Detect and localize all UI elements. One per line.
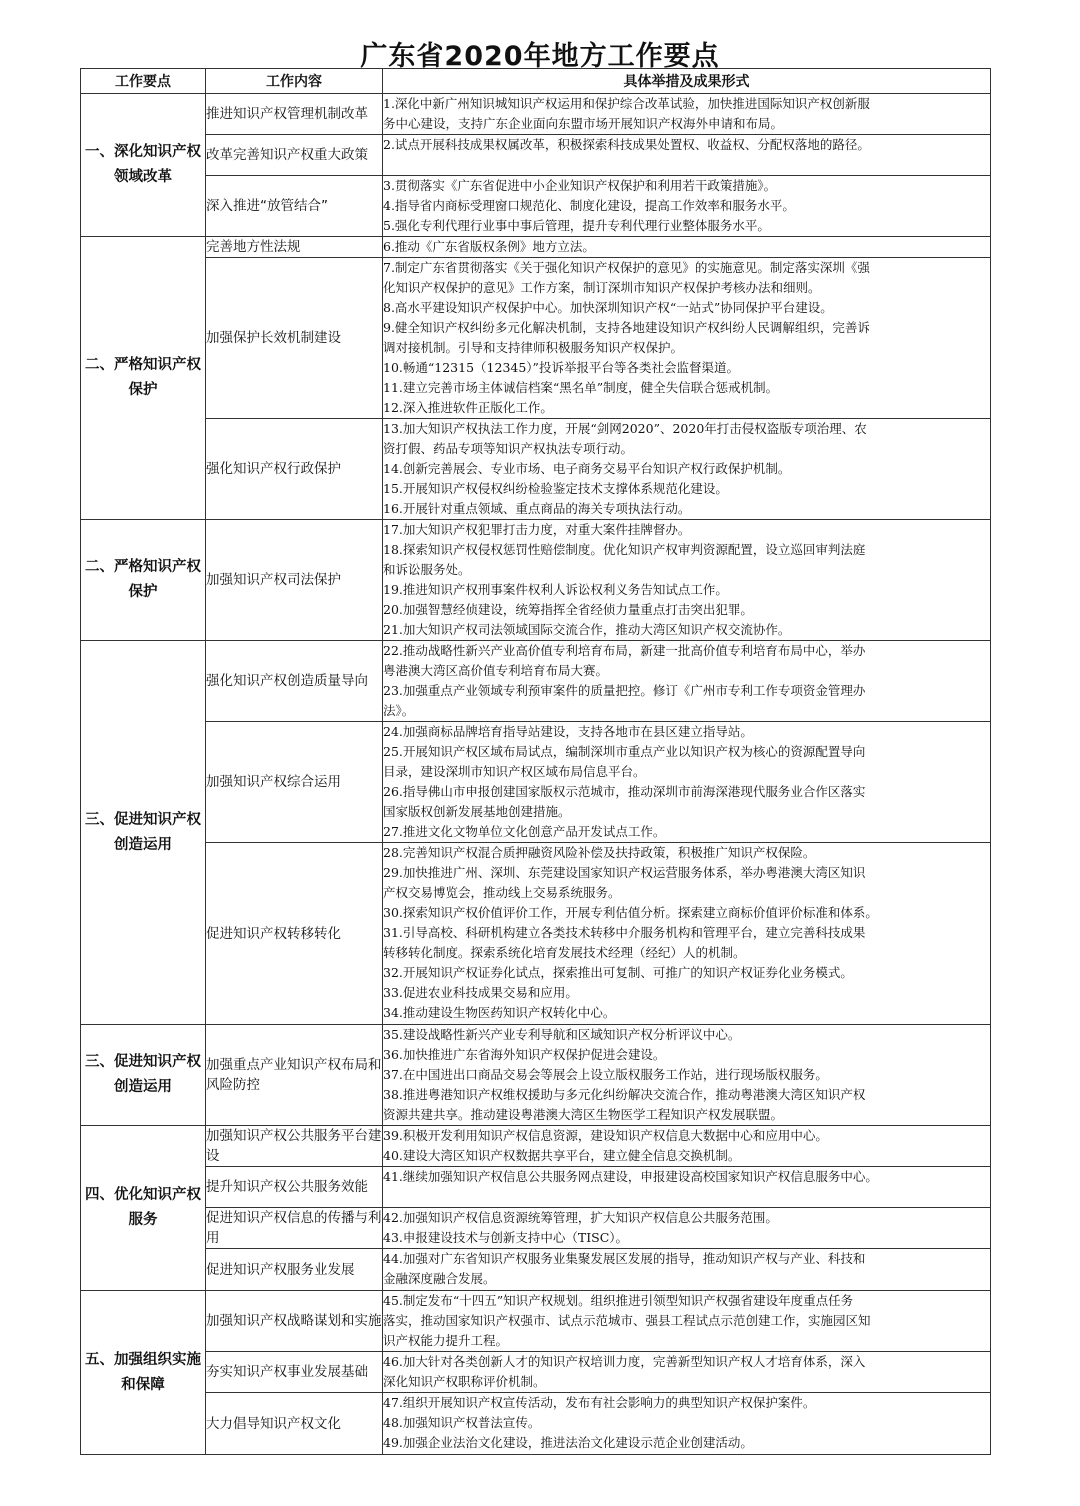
measures-cell <box>383 641 991 722</box>
measure-line: 49.加强企业法治文化建设，推进法治文化建设示范企业创建活动。 <box>383 1435 753 1450</box>
work-content-cell: 提升知识产权公共服务效能 <box>206 1167 383 1208</box>
measure-line: 化知识产权保护的意见》工作方案，制订深圳市知识产权保护考核办法和细则。 <box>383 280 821 295</box>
measure-line: 深化知识产权职称评价机制。 <box>383 1374 546 1389</box>
measure-line: 30.探索知识产权价值评价工作，开展专利估值分析。探索建立商标价值评价标准和体系。 <box>383 905 878 920</box>
work-content-cell: 推进知识产权管理机制改革 <box>206 94 383 135</box>
table-row <box>81 135 991 176</box>
measure-line: 41.继续加强知识产权信息公共服务网点建设，申报建设高校国家知识产权信息服务中心。 <box>383 1169 878 1184</box>
table-row <box>81 1126 991 1167</box>
measures-cell <box>383 237 991 258</box>
measure-line: 目录，建设深圳市知识产权区域布局信息平台。 <box>383 764 646 779</box>
key-point-cell: 二、严格知识产权保护 <box>81 520 206 641</box>
measure-line: 7.制定广东省贯彻落实《关于强化知识产权保护的意见》的实施意见。制定落实深圳《强 <box>383 260 870 275</box>
table-row <box>81 1352 991 1393</box>
measure-line: 48.加强知识产权普法宣传。 <box>383 1415 541 1430</box>
table-row <box>81 258 991 419</box>
measure-line: 42.加强知识产权信息资源统筹管理，扩大知识产权信息公共服务范围。 <box>383 1210 778 1225</box>
measure-line: 2.试点开展科技成果权属改革，积极探索科技成果处置权、收益权、分配权落地的路径。 <box>383 137 870 152</box>
measure-line: 20.加强智慧经侦建设，统筹指挥全省经侦力量重点打击突出犯罪。 <box>383 602 753 617</box>
work-content-cell: 促进知识产权转移转化 <box>206 843 383 1025</box>
measure-line: 34.推动建设生物医药知识产权转化中心。 <box>383 1005 616 1020</box>
work-content-cell: 大力倡导知识产权文化 <box>206 1393 383 1455</box>
measures-cell <box>383 419 991 520</box>
measures-cell <box>383 94 991 135</box>
measure-line: 4.指导省内商标受理窗口规范化、制度化建设，提高工作效率和服务水平。 <box>383 198 795 213</box>
measures-cell <box>383 843 991 1025</box>
measure-line: 45.制定发布“十四五”知识产权规划。组织推进引领型知识产权强省建设年度重点任务 <box>383 1293 854 1308</box>
measures-cell <box>383 1352 991 1393</box>
measure-line: 39.积极开发利用知识产权信息资源，建设知识产权信息大数据中心和应用中心。 <box>383 1128 828 1143</box>
table-row <box>81 1025 991 1126</box>
measure-line: 36.加快推进广东省海外知识产权保护促进会建设。 <box>383 1047 666 1062</box>
measures-cell <box>383 258 991 419</box>
measure-line: 3.贯彻落实《广东省促进中小企业知识产权保护和利用若干政策措施》。 <box>383 178 777 193</box>
measure-line: 8.高水平建设知识产权保护中心。加快深圳知识产权“一站式”协同保护平台建设。 <box>383 300 833 315</box>
measure-line: 资源共建共享。推动建设粤港澳大湾区生物医学工程知识产权发展联盟。 <box>383 1107 784 1122</box>
measures-cell <box>383 1208 991 1249</box>
work-content-cell: 完善地方性法规 <box>206 237 383 258</box>
table-body <box>81 94 991 1455</box>
table-row <box>81 1167 991 1208</box>
table-row <box>81 419 991 520</box>
measure-line: 9.健全知识产权纠纷多元化解决机制，支持各地建设知识产权纠纷人民调解组织，完善诉 <box>383 320 870 335</box>
work-content-cell: 夯实知识产权事业发展基础 <box>206 1352 383 1393</box>
measure-line: 22.推动战略性新兴产业高价值专利培育布局，新建一批高价值专利培育布局中心，举办 <box>383 643 866 658</box>
table-header-row <box>81 69 991 94</box>
measure-line: 28.完善知识产权混合质押融资风险补偿及扶持政策，积极推广知识产权保险。 <box>383 845 816 860</box>
measure-line: 23.加强重点产业领域专利预审案件的质量把控。修订《广州市专利工作专项资金管理办 <box>383 683 866 698</box>
work-content-cell: 改革完善知识产权重大政策 <box>206 135 383 176</box>
measure-line: 国家版权创新发展基地创建措施。 <box>383 804 571 819</box>
measure-line: 17.加大知识产权犯罪打击力度，对重大案件挂牌督办。 <box>383 522 691 537</box>
measures-cell <box>383 1291 991 1352</box>
measure-line: 识产权能力提升工程。 <box>383 1333 509 1348</box>
measure-line: 33.促进农业科技成果交易和应用。 <box>383 985 578 1000</box>
measure-line: 调对接机制。引导和支持律师积极服务知识产权保护。 <box>383 340 684 355</box>
measure-line: 务中心建设，支持广东企业面向东盟市场开展知识产权海外申请和布局。 <box>383 116 784 131</box>
measure-line: 38.推进粤港知识产权维权援助与多元化纠纷解决交流合作，推动粤港澳大湾区知识产权 <box>383 1087 866 1102</box>
key-point-cell: 三、促进知识产权创造运用 <box>81 1025 206 1126</box>
table-row <box>81 94 991 135</box>
work-content-cell: 加强知识产权公共服务平台建设 <box>206 1126 383 1167</box>
table-row <box>81 1291 991 1352</box>
measure-line: 6.推动《广东省版权条例》地方立法。 <box>383 239 595 254</box>
measure-line: 12.深入推进软件正版化工作。 <box>383 400 553 415</box>
measure-line: 19.推进知识产权刑事案件权利人诉讼权利义务告知试点工作。 <box>383 582 728 597</box>
measures-cell <box>383 1249 991 1291</box>
work-plan-table <box>80 68 991 1455</box>
measures-cell <box>383 520 991 641</box>
key-point-cell: 五、加强组织实施和保障 <box>81 1291 206 1455</box>
work-content-cell: 深入推进“放管结合” <box>206 176 383 237</box>
table-row <box>81 1208 991 1249</box>
measures-cell <box>383 1025 991 1126</box>
measure-line: 15.开展知识产权侵权纠纷检验鉴定技术支撑体系规范化建设。 <box>383 481 728 496</box>
measure-line: 46.加大针对各类创新人才的知识产权培训力度，完善新型知识产权人才培育体系，深入 <box>383 1354 866 1369</box>
measure-line: 金融深度融合发展。 <box>383 1271 496 1286</box>
measure-line: 21.加大知识产权司法领域国际交流合作，推动大湾区知识产权交流协作。 <box>383 622 791 637</box>
measure-line: 24.加强商标品牌培育指导站建设，支持各地市在县区建立指导站。 <box>383 724 753 739</box>
header-measures: 具体举措及成果形式 <box>383 69 991 94</box>
key-point-cell: 一、深化知识产权领域改革 <box>81 94 206 237</box>
work-content-cell: 强化知识产权行政保护 <box>206 419 383 520</box>
header-key-points: 工作要点 <box>81 69 206 94</box>
measure-line: 产权交易博览会，推动线上交易系统服务。 <box>383 885 621 900</box>
measure-line: 25.开展知识产权区域布局试点，编制深圳市重点产业以知识产权为核心的资源配置导向 <box>383 744 866 759</box>
measure-line: 转移转化制度。探索系统化培育发展技术经理（经纪）人的机制。 <box>383 945 746 960</box>
measure-line: 18.探索知识产权侵权惩罚性赔偿制度。优化知识产权审判资源配置，设立巡回审判法庭 <box>383 542 866 557</box>
measure-line: 资打假、药品专项等知识产权执法专项行动。 <box>383 441 634 456</box>
measure-line: 44.加强对广东省知识产权服务业集聚发展区发展的指导，推动知识产权与产业、科技和 <box>383 1251 866 1266</box>
work-content-cell: 强化知识产权创造质量导向 <box>206 641 383 722</box>
measure-line: 35.建设战略性新兴产业专利导航和区域知识产权分析评议中心。 <box>383 1027 741 1042</box>
table-row <box>81 843 991 1025</box>
measures-cell <box>383 1126 991 1167</box>
measure-line: 11.建立完善市场主体诚信档案“黑名单”制度，健全失信联合惩戒机制。 <box>383 380 779 395</box>
measure-line: 31.引导高校、科研机构建立各类技术转移中介服务机构和管理平台，建立完善科技成果 <box>383 925 866 940</box>
measure-line: 16.开展针对重点领域、重点商品的海关专项执法行动。 <box>383 501 691 516</box>
work-content-cell: 促进知识产权服务业发展 <box>206 1249 383 1291</box>
measure-line: 14.创新完善展会、专业市场、电子商务交易平台知识产权行政保护机制。 <box>383 461 791 476</box>
measure-line: 40.建设大湾区知识产权数据共享平台，建立健全信息交换机制。 <box>383 1148 741 1163</box>
measure-line: 10.畅通“12315（12345）”投诉举报平台等各类社会监督渠道。 <box>383 360 739 375</box>
measure-line: 47.组织开展知识产权宣传活动，发布有社会影响力的典型知识产权保护案件。 <box>383 1395 816 1410</box>
table-row <box>81 641 991 722</box>
page-title: 广东省2020年地方工作要点 <box>360 41 720 72</box>
key-point-cell: 三、促进知识产权创造运用 <box>81 641 206 1025</box>
table-row <box>81 520 991 641</box>
measure-line: 1.深化中新广州知识城知识产权运用和保护综合改革试验，加快推进国际知识产权创新服 <box>383 96 870 111</box>
measure-line: 5.强化专利代理行业事中事后管理，提升专利代理行业整体服务水平。 <box>383 218 770 233</box>
table-row <box>81 1393 991 1455</box>
work-content-cell: 加强知识产权司法保护 <box>206 520 383 641</box>
key-point-cell: 四、优化知识产权服务 <box>81 1126 206 1291</box>
measure-line: 13.加大知识产权执法工作力度，开展“剑网2020”、2020年打击侵权盗版专项治理、农 <box>383 421 867 436</box>
table-row <box>81 1249 991 1291</box>
work-content-cell: 加强重点产业知识产权布局和风险防控 <box>206 1025 383 1126</box>
measure-line: 26.指导佛山市申报创建国家版权示范城市，推动深圳市前海深港现代服务业合作区落实 <box>383 784 866 799</box>
measures-cell <box>383 722 991 843</box>
work-content-cell: 加强知识产权综合运用 <box>206 722 383 843</box>
measure-line: 27.推进文化文物单位文化创意产品开发试点工作。 <box>383 824 666 839</box>
measure-line: 29.加快推进广州、深圳、东莞建设国家知识产权运营服务体系，举办粤港澳大湾区知识 <box>383 865 866 880</box>
table-row <box>81 722 991 843</box>
measure-line: 和诉讼服务处。 <box>383 562 471 577</box>
measures-cell <box>383 1167 991 1208</box>
table-row <box>81 176 991 237</box>
measure-line: 粤港澳大湾区高价值专利培育布局大赛。 <box>383 663 609 678</box>
measure-line: 落实，推动国家知识产权强市、试点示范城市、强县工程试点示范创建工作，实施园区知 <box>383 1313 871 1328</box>
measure-line: 法》。 <box>383 703 415 718</box>
work-content-cell: 加强保护长效机制建设 <box>206 258 383 419</box>
measures-cell <box>383 176 991 237</box>
measure-line: 43.申报建设技术与创新支持中心（TISC）。 <box>383 1230 629 1245</box>
measures-cell <box>383 1393 991 1455</box>
measure-line: 37.在中国进出口商品交易会等展会上设立版权服务工作站，进行现场版权服务。 <box>383 1067 828 1082</box>
work-content-cell: 促进知识产权信息的传播与利用 <box>206 1208 383 1249</box>
measure-line: 32.开展知识产权证券化试点，探索推出可复制、可推广的知识产权证券化业务模式。 <box>383 965 853 980</box>
key-point-cell: 二、严格知识产权保护 <box>81 237 206 520</box>
table-row <box>81 237 991 258</box>
header-work-content: 工作内容 <box>206 69 383 94</box>
work-content-cell: 加强知识产权战略谋划和实施 <box>206 1291 383 1352</box>
measures-cell <box>383 135 991 176</box>
